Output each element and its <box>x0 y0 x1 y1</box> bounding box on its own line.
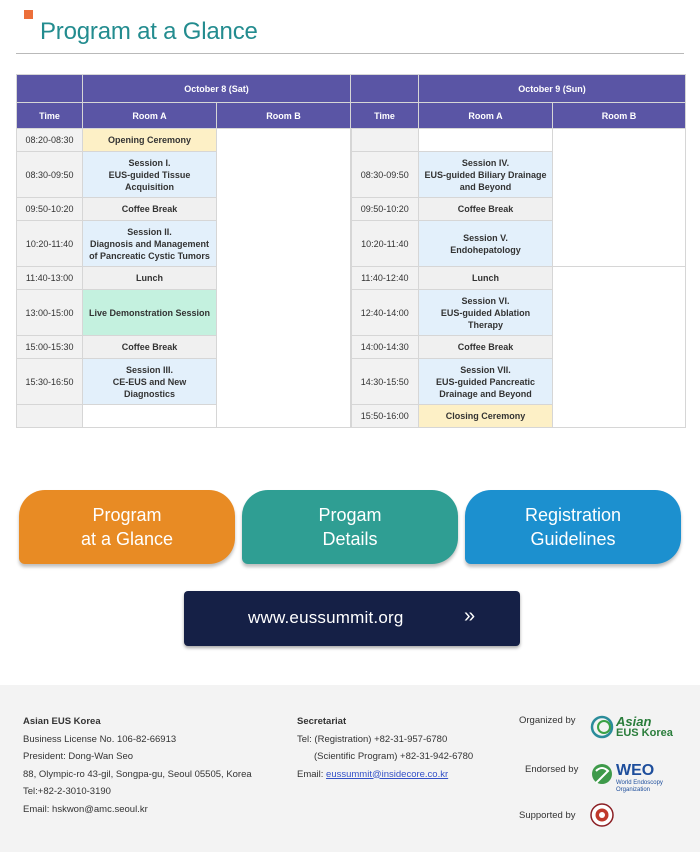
weo-emblem-icon <box>590 761 614 787</box>
event-opening-ceremony: Opening Ceremony <box>83 129 217 152</box>
time-cell: 12:40-14:00 <box>351 290 419 336</box>
time-cell <box>351 129 419 152</box>
supporter-seal-logo <box>590 803 614 827</box>
time-cell: 09:50-10:20 <box>17 198 83 221</box>
registration-guidelines-button[interactable] <box>465 490 681 564</box>
address: 88, Olympic-ro 43-gil, Songpa-gu, Seoul 05505, Korea <box>23 768 252 780</box>
event-session-3 <box>83 359 217 405</box>
president: President: Dong-Wan Seo <box>23 751 134 762</box>
page-title: Program at a Glance <box>40 18 258 45</box>
event-coffee-break: Coffee Break <box>419 336 553 359</box>
program-details-button[interactable] <box>242 490 458 564</box>
secretariat-title: Secretariat <box>297 716 347 727</box>
event-text: Session I. EUS-guided Tissue Acquisition <box>108 157 191 192</box>
event-lunch: Lunch <box>83 267 217 290</box>
secretariat-email-row <box>297 766 473 784</box>
logo-text-eus-korea: EUS Korea <box>616 727 673 739</box>
time-cell: 11:40-12:40 <box>351 267 419 290</box>
website-url: www.eussummit.org <box>248 608 404 627</box>
event-text: Session V. Endohepatology <box>450 232 521 255</box>
time-cell: 15:50-16:00 <box>351 405 419 428</box>
email: Email: hskwon@amc.seoul.kr <box>23 803 148 815</box>
asian-eus-korea-emblem-icon <box>590 712 616 742</box>
secretariat-tel-scientific: (Scientific Program) +82-31-942-6780 <box>314 751 474 762</box>
time-cell: 10:20-11:40 <box>17 221 83 267</box>
event-lunch: Lunch <box>419 267 553 290</box>
event-session-4 <box>419 152 553 198</box>
weo-logo <box>590 761 690 795</box>
telephone: Tel:+82-2-3010-3190 <box>23 786 111 797</box>
business-license: Business License No. 106-82-66913 <box>23 733 177 745</box>
button-label: Progam Details <box>318 505 382 549</box>
event-text: Session VI. EUS-guided Ablation Therapy <box>440 295 531 330</box>
organized-by-label: Organized by <box>519 715 576 726</box>
website-link-button[interactable] <box>184 591 520 646</box>
event-session-5 <box>419 221 553 267</box>
weo-subtext: World Endoscopy Organization <box>616 780 663 793</box>
time-cell: 08:30-09:50 <box>17 152 83 198</box>
event-text: Session III. CE-EUS and New Diagnostics <box>112 364 187 399</box>
event-live-demonstration: Live Demonstration Session <box>83 290 217 336</box>
room-b-empty <box>553 129 686 267</box>
event-text: Session VII. EUS-guided Pancreatic Drainage and Beyond <box>436 364 536 399</box>
time-cell: 11:40-13:00 <box>17 267 83 290</box>
supported-by-label: Supported by <box>519 810 576 821</box>
col-room-b-header: Room B <box>217 103 351 129</box>
time-cell: 14:00-14:30 <box>351 336 419 359</box>
org-name: Asian EUS Korea <box>23 716 101 727</box>
page-header <box>16 8 684 54</box>
time-cell: 08:30-09:50 <box>351 152 419 198</box>
room-b-empty <box>217 129 351 428</box>
schedule-table <box>16 74 686 428</box>
event-coffee-break: Coffee Break <box>419 198 553 221</box>
room-b-empty <box>553 267 686 428</box>
col-room-a-header: Room A <box>83 103 217 129</box>
organization-info <box>23 713 252 818</box>
corner-cell-2 <box>351 75 419 103</box>
col-time-header: Time <box>17 103 83 129</box>
email-label: Email: <box>297 768 327 780</box>
endorsed-by-label: Endorsed by <box>525 764 579 775</box>
secretariat-info <box>297 713 473 783</box>
seal-icon <box>590 803 614 827</box>
button-label: Registration Guidelines <box>524 505 622 549</box>
empty-cell <box>83 405 217 428</box>
day2-header: October 9 (Sun) <box>419 75 686 103</box>
time-cell: 15:00-15:30 <box>17 336 83 359</box>
time-cell <box>17 405 83 428</box>
event-closing-ceremony: Closing Ceremony <box>419 405 553 428</box>
secretariat-tel-registration: Tel: (Registration) +82-31-957-6780 <box>297 733 448 745</box>
button-label: Program at a Glance <box>80 505 174 549</box>
time-cell: 13:00-15:00 <box>17 290 83 336</box>
col-room-b-header: Room B <box>553 103 686 129</box>
time-cell: 09:50-10:20 <box>351 198 419 221</box>
event-text: Session IV. EUS-guided Biliary Drainage and Beyond <box>424 157 547 192</box>
event-session-6 <box>419 290 553 336</box>
day1-header: October 8 (Sat) <box>83 75 351 103</box>
time-cell: 10:20-11:40 <box>351 221 419 267</box>
title-accent-square <box>24 10 33 19</box>
double-chevron-right-icon: » <box>464 605 476 627</box>
time-cell: 15:30-16:50 <box>17 359 83 405</box>
secretariat-email-link[interactable]: eussummit@insidecore.co.kr <box>326 768 449 780</box>
event-session-1 <box>83 152 217 198</box>
time-cell: 14:30-15:50 <box>351 359 419 405</box>
program-at-a-glance-button[interactable] <box>19 490 235 564</box>
corner-cell <box>17 75 83 103</box>
event-text: Session II. Diagnosis and Management of Pancreatic Cystic Tumors <box>89 226 210 261</box>
time-cell: 08:20-08:30 <box>17 129 83 152</box>
empty-cell <box>419 129 553 152</box>
col-time-header: Time <box>351 103 419 129</box>
event-coffee-break: Coffee Break <box>83 336 217 359</box>
asian-eus-korea-logo <box>590 712 680 744</box>
logo-text-asian: Asian <box>616 714 652 729</box>
event-session-7 <box>419 359 553 405</box>
event-coffee-break: Coffee Break <box>83 198 217 221</box>
footer <box>0 685 700 852</box>
event-session-2 <box>83 221 217 267</box>
col-room-a-header: Room A <box>419 103 553 129</box>
weo-text: WEO <box>616 762 655 779</box>
